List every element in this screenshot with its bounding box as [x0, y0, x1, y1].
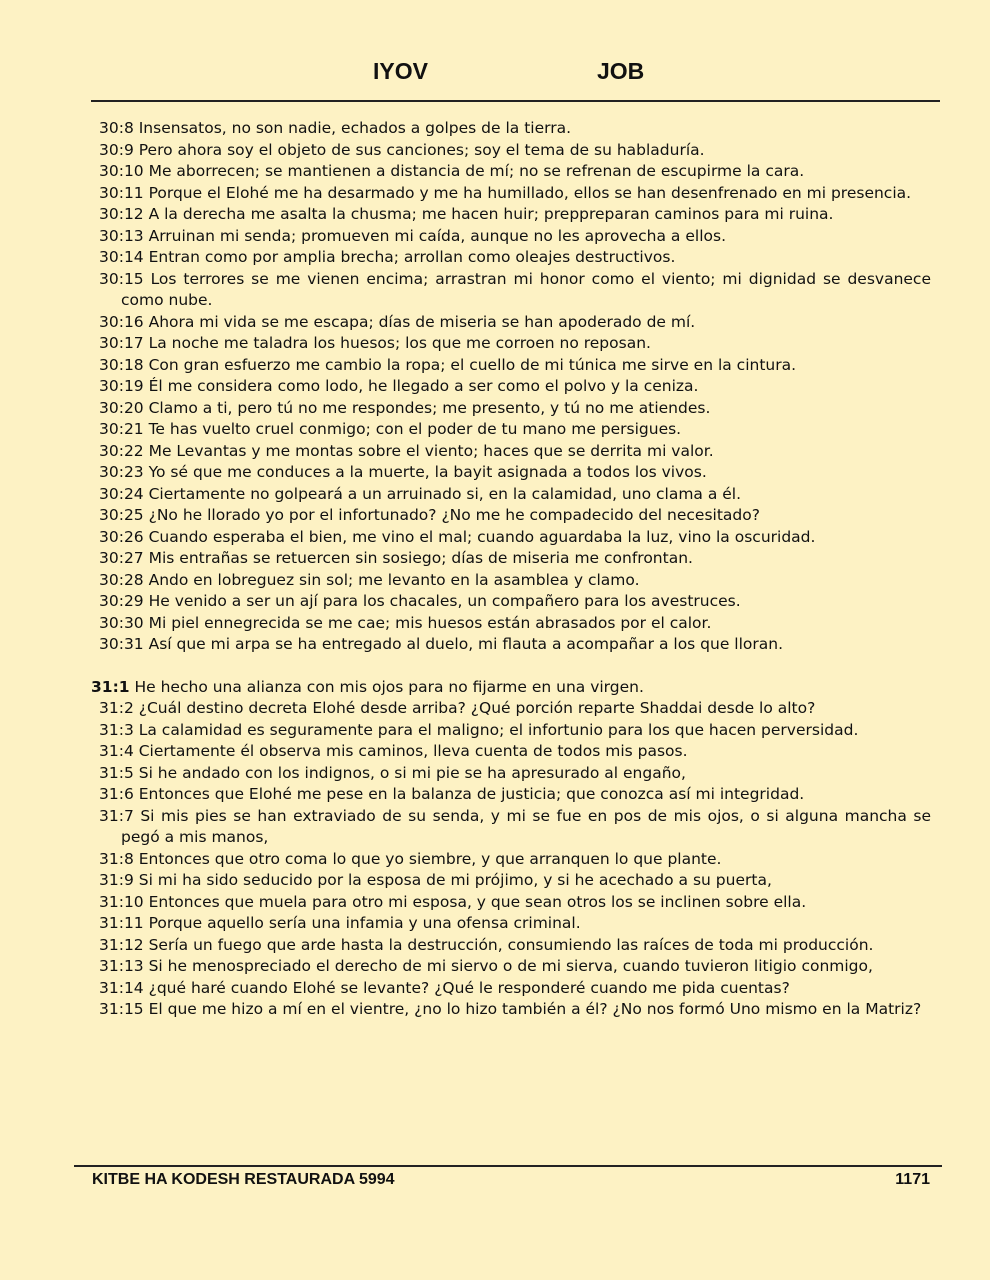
verse: 31:13 Si he menospreciado el derecho de mi siervo o de mi sierva, cuando tuvieron litigio conmigo,: [99, 957, 873, 975]
verse: 30:13 Arruinan mi senda; promueven mi caída, aunque no les aprovecha a ellos.: [99, 226, 726, 245]
verse: 30:25 ¿No he llorado yo por el infortunado? ¿No me he compadecido del necesitado?: [99, 506, 760, 524]
verse: 31:4 Ciertamente él observa mis caminos, lleva cuenta de todos mis pasos.: [99, 742, 688, 760]
verse: 31:5 Si he andado con los indignos, o si mi pie se ha apresurado al engaño,: [99, 763, 686, 782]
verse: 31:15 El que me hizo a mí en el vientre, ¿no lo hizo también a él? ¿No nos formó Uno mismo en la Matriz?: [99, 1000, 922, 1018]
verse: 30:19 Él me considera como lodo, he llegado a ser como el polvo y la ceniza.: [99, 377, 699, 395]
verse: 30:28 Ando en lobreguez sin sol; me levanto en la asamblea y clamo.: [99, 570, 640, 589]
verse: 30:18 Con gran esfuerzo me cambio la ropa; el cuello de mi túnica me sirve en la cintura.: [99, 355, 797, 374]
verse: 30:30 Mi piel ennegrecida se me cae; mis huesos están abrasados por el calor.: [99, 613, 712, 632]
footer-rule: [74, 1165, 942, 1167]
verse: 30:16 Ahora mi vida se me escapa; días de miseria se han apoderado de mí.: [99, 312, 696, 331]
verse: 30:21 Te has vuelto cruel conmigo; con el poder de tu mano me persigues.: [99, 420, 682, 438]
chapter-gap: [99, 656, 931, 677]
verse: 31:10 Entonces que muela para otro mi esposa, y que sean otros los se inclinen sobre ella.: [99, 892, 807, 911]
verse: 30:29 He venido a ser un ají para los chacales, un compañero para los avestruces.: [99, 592, 741, 610]
chapter-30-block: [99, 118, 931, 656]
verse: 31:6 Entonces que Elohé me pese en la balanza de justicia; que conozca así mi integridad.: [99, 785, 805, 803]
verse: 31:9 Si mi ha sido seducido por la esposa de mi prójimo, y si he acechado a su puerta,: [99, 871, 772, 889]
verse: 30:9 Pero ahora soy el objeto de sus canciones; soy el tema de su habladuría.: [99, 140, 705, 159]
verse: 30:23 Yo sé que me conduces a la muerte, la bayit asignada a todos los vivos.: [99, 463, 707, 481]
scripture-text: [91, 118, 931, 1021]
chapter-31-block: [99, 698, 931, 1021]
header-book-hebrew: IYOV: [373, 58, 428, 84]
verse: 31:3 La calamidad es seguramente para el maligno; el infortunio para los que hacen perversidad.: [99, 720, 859, 739]
verse: 30:15 Los terrores se me vienen encima; arrastran mi honor como el viento; mi dignidad se desvanece como nube.: [99, 269, 931, 309]
verse: 30:26 Cuando esperaba el bien, me vino el mal; cuando aguardaba la luz, vino la oscuridad.: [99, 527, 816, 546]
verse: 31:12 Sería un fuego que arde hasta la destrucción, consumiendo las raíces de toda mi producción.: [99, 935, 874, 954]
verse: 31:11 Porque aquello sería una infamia y una ofensa criminal.: [99, 914, 581, 932]
header-book-spanish: JOB: [597, 58, 645, 84]
chapter-31-ref: 31:1: [91, 677, 130, 696]
chapter-31-first-text: He hecho una alianza con mis ojos para no fijarme en una virgen.: [129, 677, 644, 696]
verse: 30:31 Así que mi arpa se ha entregado al duelo, mi flauta a acompañar a los que lloran.: [99, 635, 784, 653]
verse: 30:17 La noche me taladra los huesos; los que me corroen no reposan.: [99, 334, 651, 352]
verse: 31:7 Si mis pies se han extraviado de su senda, y mi se fue en pos de mis ojos, o si alguna mancha se pegó a mis manos,: [99, 806, 931, 846]
verse: 30:20 Clamo a ti, pero tú no me respondes; me presento, y tú no me atiendes.: [99, 398, 711, 417]
verse: 30:14 Entran como por amplia brecha; arrollan como oleajes destructivos.: [99, 248, 676, 266]
chapter-31-first-verse: [91, 677, 931, 699]
header-rule: [91, 100, 940, 102]
verse: 31:8 Entonces que otro coma lo que yo siembre, y que arranquen lo que plante.: [99, 849, 722, 868]
verse: 30:11 Porque el Elohé me ha desarmado y me ha humillado, ellos se han desenfrenado en mi presencia.: [99, 183, 912, 202]
verse: 30:8 Insensatos, no son nadie, echados a golpes de la tierra.: [99, 119, 572, 137]
verse: 30:10 Me aborrecen; se mantienen a distancia de mí; no se refrenan de escupirme la cara.: [99, 162, 805, 180]
verse: 30:24 Ciertamente no golpeará a un arruinado si, en la calamidad, uno clama a él.: [99, 484, 742, 503]
verse: 30:27 Mis entrañas se retuercen sin sosiego; días de miseria me confrontan.: [99, 549, 693, 567]
verse: 31:14 ¿qué haré cuando Elohé se levante? ¿Qué le responderé cuando me pida cuentas?: [99, 978, 790, 997]
verse: 31:2 ¿Cuál destino decreta Elohé desde arriba? ¿Qué porción reparte Shaddai desde lo alto?: [99, 699, 816, 717]
page-header: [0, 58, 990, 90]
verse: 30:12 A la derecha me asalta la chusma; me hacen huir; preppreparan caminos para mi ruina.: [99, 205, 834, 223]
footer-bible-title: KITBE HA KODESH RESTAURADA 5994: [92, 1171, 395, 1188]
verse: 30:22 Me Levantas y me montas sobre el viento; haces que se derrita mi valor.: [99, 441, 714, 460]
footer-page-number: 1171: [895, 1171, 930, 1188]
